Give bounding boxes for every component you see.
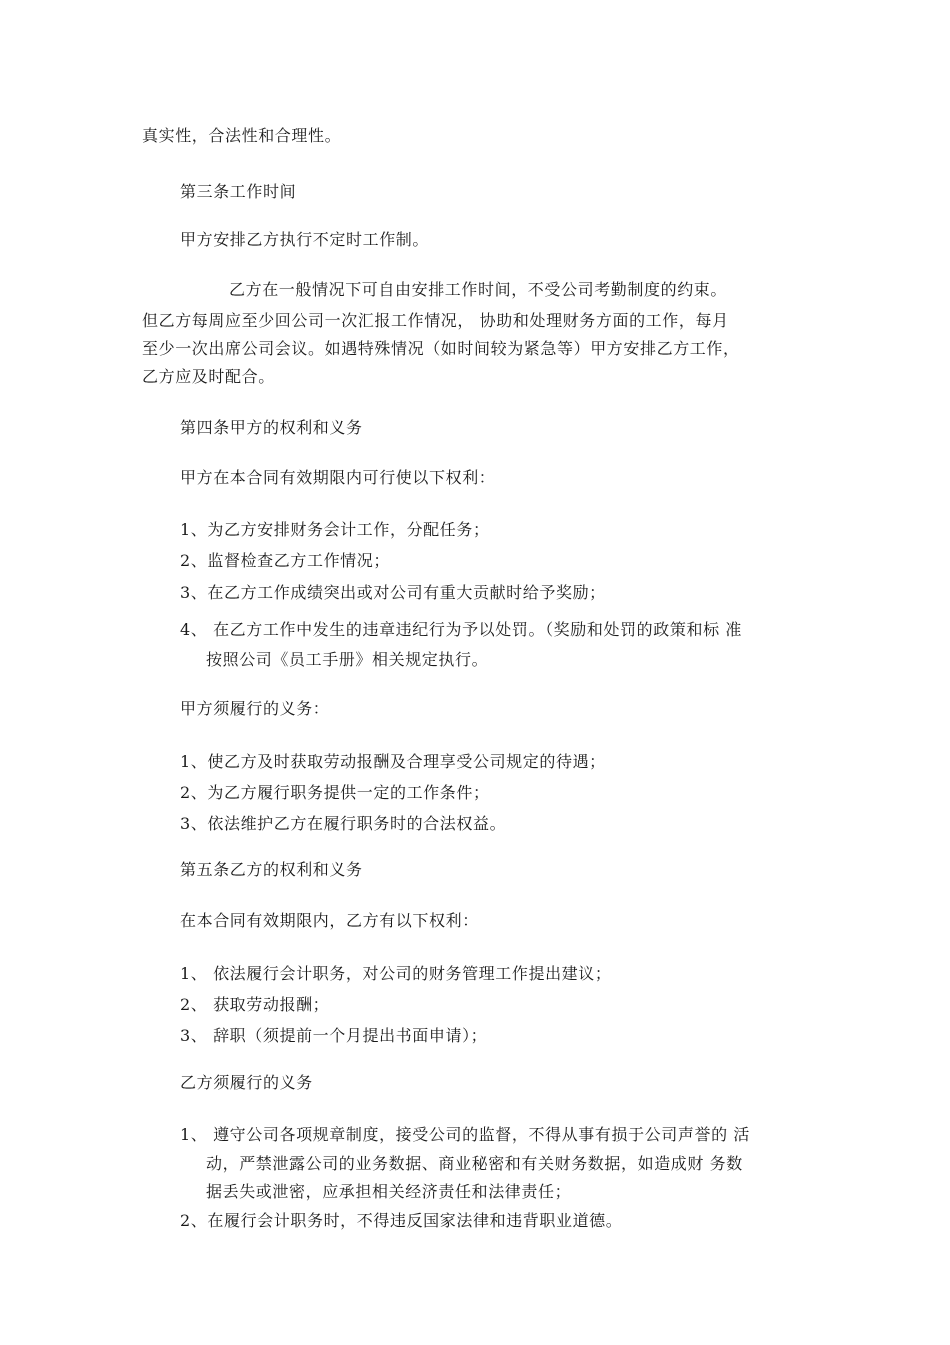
list-item: 3、依法维护乙方在履行职务时的合法权益。 — [180, 814, 507, 833]
list-item: 2、 获取劳动报酬； — [180, 995, 330, 1014]
paragraph-line: 甲方在本合同有效期限内可行使以下权利： — [180, 468, 496, 487]
list-item: 3、 辞职（须提前一个月提出书面申请）； — [180, 1026, 488, 1045]
list-item-continuation: 据丢失或泄密，应承担相关经济责任和法律责任； — [206, 1182, 572, 1201]
paragraph-line: 乙方应及时配合。 — [142, 367, 275, 386]
section-heading: 第三条工作时间 — [180, 182, 297, 201]
paragraph-line: 在本合同有效期限内，乙方有以下权利： — [180, 911, 479, 930]
paragraph-line: 甲方须履行的义务： — [180, 699, 330, 718]
list-item-continuation: 按照公司《员工手册》相关规定执行。 — [206, 650, 489, 669]
list-item: 1、 依法履行会计职务，对公司的财务管理工作提出建议； — [180, 964, 612, 983]
list-item: 1、使乙方及时获取劳动报酬及合理享受公司规定的待遇； — [180, 752, 606, 771]
list-item: 3、在乙方工作成绩突出或对公司有重大贡献时给予奖励； — [180, 583, 606, 602]
paragraph-line: 甲方安排乙方执行不定时工作制。 — [180, 230, 430, 249]
list-item-continuation: 动，严禁泄露公司的业务数据、商业秘密和有关财务数据，如造成财 务数 — [206, 1154, 743, 1173]
list-item: 2、为乙方履行职务提供一定的工作条件； — [180, 783, 490, 802]
paragraph-line: 至少一次出席公司会议。如遇特殊情况（如时间较为紧急等）甲方安排乙方工作， — [142, 339, 740, 358]
paragraph-line: 但乙方每周应至少回公司一次汇报工作情况， 协助和处理财务方面的工作，每月 — [142, 311, 729, 330]
list-item: 2、在履行会计职务时，不得违反国家法律和违背职业道德。 — [180, 1211, 623, 1230]
paragraph-line: 乙方在一般情况下可自由安排工作时间，不受公司考勤制度的约束。 — [229, 280, 728, 299]
list-item: 4、 在乙方工作中发生的违章违纪行为予以处罚。（奖励和处罚的政策和标 准 — [180, 620, 742, 639]
list-item: 1、为乙方安排财务会计工作，分配任务； — [180, 520, 490, 539]
list-item: 1、 遵守公司各项规章制度，接受公司的监督，不得从事有损于公司声誉的 活 — [180, 1125, 750, 1144]
section-heading: 第五条乙方的权利和义务 — [180, 860, 363, 879]
paragraph-line: 真实性，合法性和合理性。 — [142, 126, 342, 145]
list-item: 2、监督检查乙方工作情况； — [180, 551, 390, 570]
section-heading: 第四条甲方的权利和义务 — [180, 418, 363, 437]
paragraph-line: 乙方须履行的义务 — [180, 1073, 313, 1092]
